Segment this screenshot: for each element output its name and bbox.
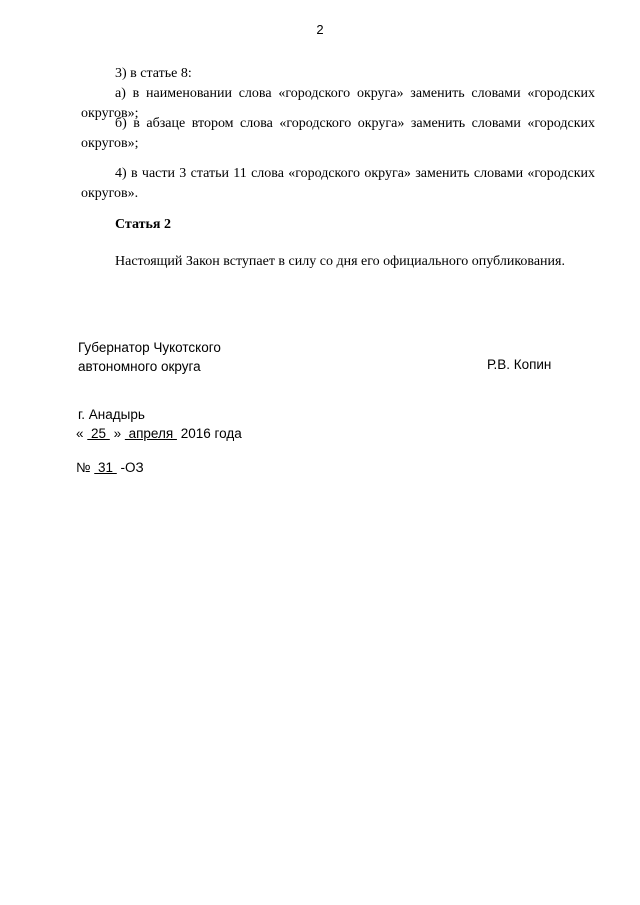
article-2-text: Настоящий Закон вступает в силу со дня его официального опубликования. [115, 254, 565, 269]
amendment-item-3-intro: 3) в статье 8: [115, 66, 192, 81]
amendment-item-3-b: б) в абзаце втором слова «городского округа» заменить словами «городских округов»; [81, 116, 595, 151]
date-close-quote: » [113, 426, 122, 441]
signatory-position-line1: Губернатор Чукотского [78, 340, 221, 355]
place-of-signing: г. Анадырь [78, 407, 145, 422]
signatory-position-line2: автономного округа [78, 359, 201, 374]
date-open-quote: « [76, 426, 84, 441]
law-number-value: 31 [94, 460, 117, 475]
signatory-position [78, 338, 221, 376]
law-number-suffix: -ОЗ [120, 460, 144, 475]
date-year: 2016 года [180, 426, 242, 441]
amendment-item-4: 4) в части 3 статьи 11 слова «городского округа» заменить словами «городских округов». [81, 166, 595, 201]
date-day: 25 [87, 426, 110, 441]
signatory-name: Р.В. Копин [487, 357, 552, 372]
signing-date [76, 426, 242, 441]
page-number: 2 [316, 22, 324, 37]
article-2-heading: Статья 2 [115, 217, 171, 232]
law-number-prefix: № [76, 460, 91, 475]
law-number [76, 460, 144, 475]
amendment-item-3-a: а) в наименовании слова «городского округа» заменить словами «городских округов»; [81, 86, 595, 121]
date-month: апреля [124, 426, 177, 441]
